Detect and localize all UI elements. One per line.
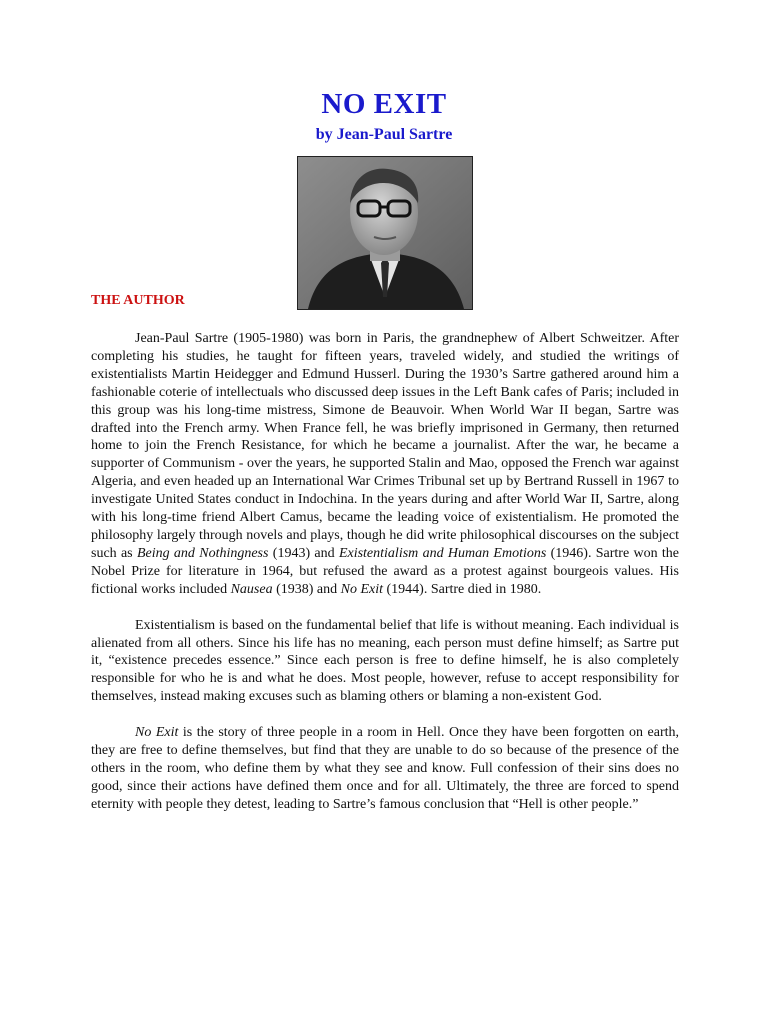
document-title: NO EXIT (321, 88, 447, 120)
section-heading-author: THE AUTHOR (91, 293, 185, 308)
portrait-photo-icon (298, 157, 472, 309)
book-title-existentialism: Existentialism and Human Emotions (338, 545, 547, 561)
text-run: (1938) and (272, 581, 341, 597)
author-portrait (297, 156, 473, 310)
text-run: Jean-Paul Sartre (1905-1980) was born in Paris, the grandnephew of Albert Schweitzer. After completing his studies, he taught for fifteen years, traveled widely, and studied the writings of existentialists Martin Heidegger and Edmund Husserl. During the 1930’s Sartre gathered around him a fashionable coterie of intellectuals who discussed deep issues in the Left Bank cafes of Paris; included in this group was his long-time mistress, Simone de Beauvoir. When World War II began, Sartre was drafted into the French army. When France fell, he was briefly imprisoned in Germany, then returned home to join the French Resistance, for which he became a journalist. After the war, he became a supporter of Communism - over the years, he supported Stalin and Mao, opposed the French war against Algeria, and even headed up an International War Crimes Tribunal set up by Bertrand Russell in 1967 to investigate United States conduct in Indochina. In the years during and after World War II, Sartre, along with his long-time friend Albert Camus, became the leading voice of existentialism. He promoted the philosophy largely through novels and plays, though he did write philosophical discourses on the subject such as (91, 331, 679, 561)
text-run: (1946). Sartre won the Nobel Prize for literature in 1964, but refused the award as a protest against bourgeois values. His fictional works included (91, 545, 680, 597)
book-title-being-and-nothingness: Being and Nothingness (136, 545, 269, 561)
document-body (91, 330, 679, 832)
book-title-no-exit: No Exit (340, 581, 384, 597)
paragraph-existentialism: Existentialism is based on the fundamental belief that life is without meaning. Each individual is alienated from all others. Since his life has no meaning, each person must define himself; as Sartre put it, “existence precedes essence.” Since each person is free to define himself, he is also completely responsible for who he is and what he does. Most people, however, refuse to accept responsibility for themselves, instead making excuses such as blaming others or blaming a non-existent God. (91, 617, 679, 705)
paragraph-play-summary (91, 724, 679, 814)
book-title-nausea: Nausea (230, 581, 273, 597)
text-run: (1943) and (268, 545, 339, 561)
book-title-no-exit: No Exit (135, 725, 179, 741)
document-byline: by Jean-Paul Sartre (315, 126, 453, 143)
text-run: is the story of three people in a room in Hell. Once they have been forgotten on earth, they are free to define themselves, but find that they are unable to do so because of the presence of the others in the room, who define them by what they see and know. Full confession of their sins does no good, since their actions have defined them once and for all. Ultimately, the three are forced to spend eternity with people they detest, leading to Sartre’s famous conclusion that “Hell is other people.” (91, 725, 679, 812)
paragraph-author-bio (91, 330, 679, 599)
text-run: (1944). Sartre died in 1980. (383, 581, 542, 597)
